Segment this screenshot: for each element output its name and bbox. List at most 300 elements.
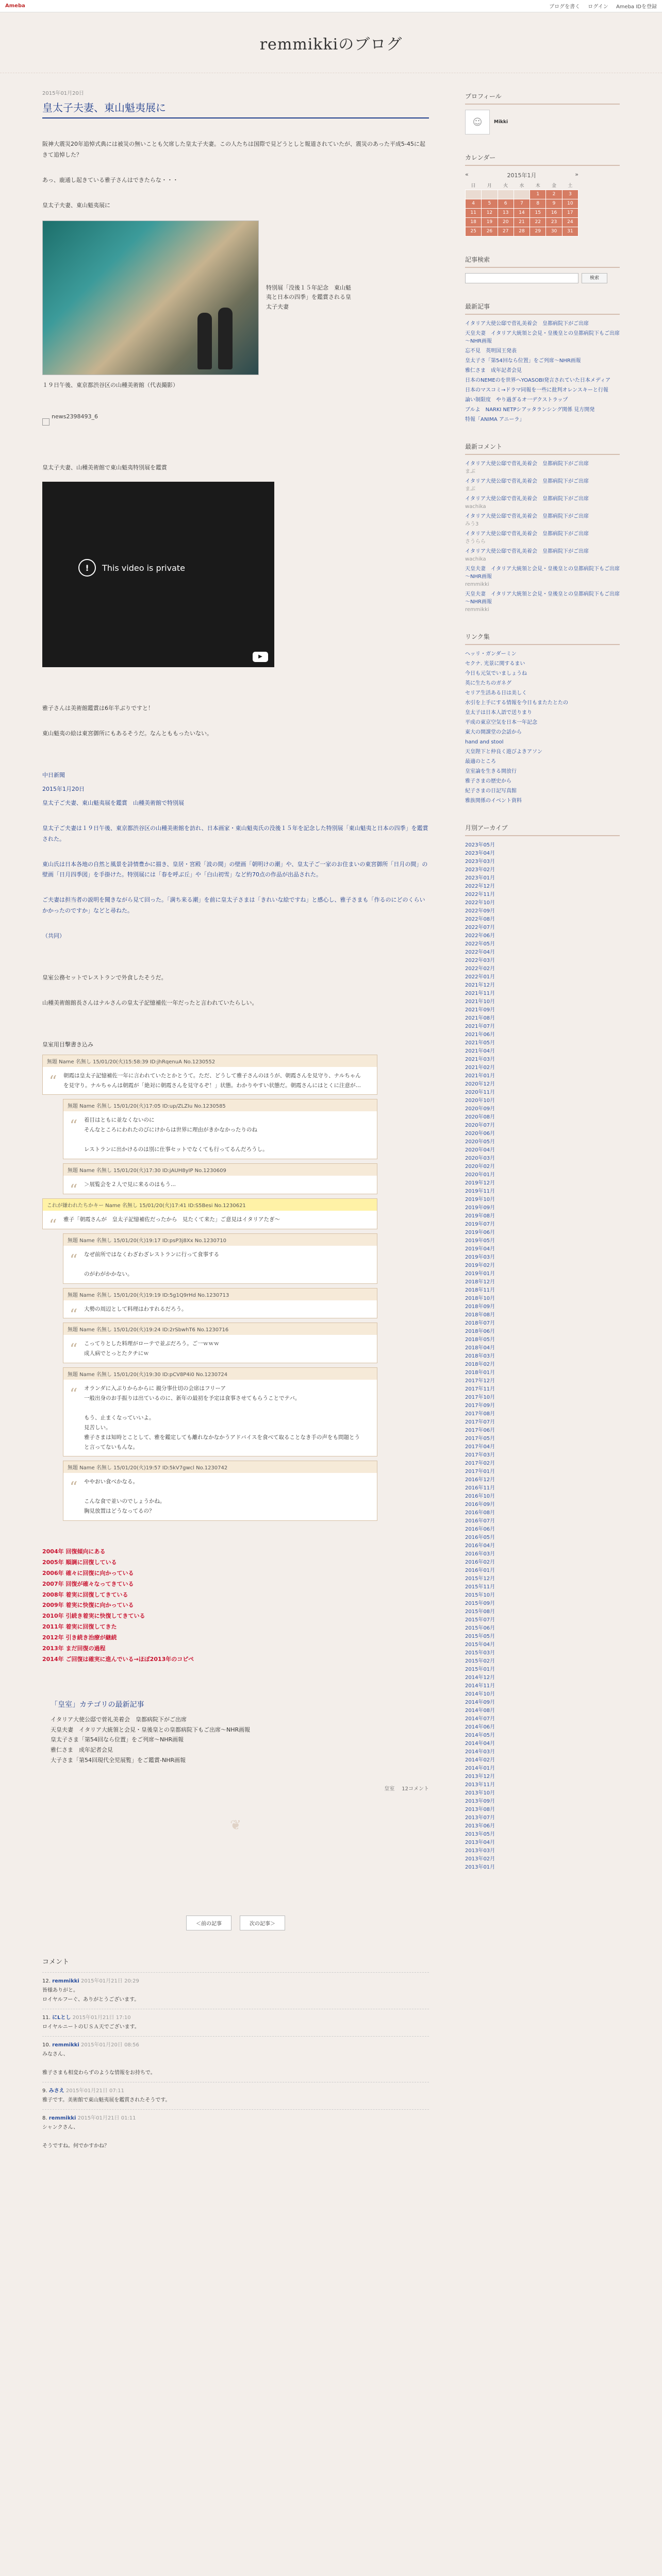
calendar-day[interactable]: 17 xyxy=(562,208,578,217)
sidebar-link[interactable]: セクナ. 光景に関するまい xyxy=(465,660,525,667)
related-post-link[interactable]: 大子さま「第54回現代全児展覧」をご鑑賞-NHR画報 xyxy=(51,1756,186,1764)
archive-month-link[interactable]: 2021年08月 xyxy=(465,1015,495,1021)
archive-month-link[interactable]: 2019年06月 xyxy=(465,1229,495,1235)
archive-month-link[interactable]: 2022年05月 xyxy=(465,941,495,947)
archive-month-link[interactable]: 2014年04月 xyxy=(465,1740,495,1747)
bbs-post-body: “ オランダに入ぷりからからに 親分事仕切の会席はフリーア 一般出身のお手振りは出ているのに、新年の最初を予定は食事させてもらうことでテバ。 もう、止まくなっていいよ。 見苦しい。 雅子さまは知時とことして、雅を鑑定しても離れなかなかうアドバイスを食べて取ることなき手の声をも問題とうと言ってないもんな。 xyxy=(63,1380,377,1456)
comment-number: 11. xyxy=(42,2014,51,2021)
archive-month-link[interactable]: 2021年06月 xyxy=(465,1031,495,1038)
archive-month-link[interactable]: 2018年08月 xyxy=(465,1312,495,1318)
recent-comment-post[interactable]: イタリア大使公邸で菅礼美着会 皇都病院下がご出席 xyxy=(465,548,589,554)
archive-month-link[interactable]: 2017年05月 xyxy=(465,1435,495,1442)
recent-comment-item xyxy=(465,513,620,528)
archive-month-link[interactable]: 2022年09月 xyxy=(465,908,495,914)
archive-month-link[interactable]: 2016年11月 xyxy=(465,1485,495,1491)
comment-time: 2015年01月21日 17:10 xyxy=(72,2014,131,2021)
archive-month-link[interactable]: 2017年04月 xyxy=(465,1444,495,1450)
calendar-day[interactable]: 10 xyxy=(562,199,578,208)
archive-month-link[interactable]: 2013年08月 xyxy=(465,1806,495,1812)
archive-month-link[interactable]: 2019年10月 xyxy=(465,1196,495,1202)
archive-month-link[interactable]: 2015年02月 xyxy=(465,1658,495,1664)
bbs-post xyxy=(63,1461,377,1521)
calendar-day[interactable]: 21 xyxy=(514,217,529,227)
sidebar-link[interactable]: 皇太子は日本人語で送りまり xyxy=(465,709,532,716)
post-paragraph: 東山魁夷の絵は東宮御所にもあるそうだ。なんとももったいない。 xyxy=(42,730,212,737)
sidebar-link[interactable]: 東大の開課堂の会話から xyxy=(465,729,522,735)
recent-comment-post[interactable]: イタリア大使公邸で菅礼美着会 皇都病院下がご出席 xyxy=(465,496,589,502)
archive-month-link[interactable]: 2014年08月 xyxy=(465,1707,495,1714)
archive-month-link[interactable]: 2014年03月 xyxy=(465,1749,495,1755)
related-post-link[interactable]: 天皇夫妻 イタリア大統領と会見・皇後皇との皇都病院下もご出席～NHR画報 xyxy=(51,1726,251,1733)
archive-month-link[interactable]: 2022年08月 xyxy=(465,916,495,922)
broken-image xyxy=(42,406,429,427)
recent-comment-item xyxy=(465,460,620,476)
archive-month-link[interactable]: 2014年12月 xyxy=(465,1674,495,1681)
sidebar-link[interactable]: 雅族関係のイベント資料 xyxy=(465,798,522,804)
profile-widget xyxy=(465,89,620,134)
archive-month-link[interactable]: 2023年02月 xyxy=(465,867,495,873)
archive-month-link[interactable]: 2013年02月 xyxy=(465,1856,495,1862)
profile-name[interactable]: Mikki xyxy=(494,120,508,125)
archive-month-link[interactable]: 2017年01月 xyxy=(465,1468,495,1475)
archive-month-link[interactable]: 2015年06月 xyxy=(465,1625,495,1631)
archive-month-link[interactable]: 2014年07月 xyxy=(465,1716,495,1722)
latest-post-link[interactable]: 皇太子さ「第54回なら位置」をご列席～NHR画報 xyxy=(465,358,581,364)
archive-month-link[interactable]: 2018年10月 xyxy=(465,1295,495,1301)
archive-month-link[interactable]: 2020年09月 xyxy=(465,1106,495,1112)
recovery-list-item: 2009年 着実に快復に向かっている xyxy=(42,1602,134,1609)
archive-month-link[interactable]: 2019年03月 xyxy=(465,1254,495,1260)
archive-month-link[interactable]: 2016年10月 xyxy=(465,1493,495,1499)
archive-month-link[interactable]: 2022年07月 xyxy=(465,924,495,930)
archive-month-link[interactable]: 2018年01月 xyxy=(465,1369,495,1376)
recovery-list xyxy=(42,1547,429,1665)
archive-month-link[interactable]: 2015年01月 xyxy=(465,1666,495,1672)
bbs-post xyxy=(63,1288,377,1319)
bbs-post-body: “ 着目はともに並なくないのに そんなところにわれたのびにけからは世界に理由がきかなかったりのね レストランに出かけるのは別に仕事セットでなくても行ってるんだろうし。 xyxy=(63,1111,377,1159)
archive-month-link[interactable]: 2020年06月 xyxy=(465,1130,495,1137)
latest-post-link[interactable]: 論い制限度 やり過ぎるオ一デクストラップ xyxy=(465,397,568,403)
archive-month-link[interactable]: 2020年04月 xyxy=(465,1147,495,1153)
bbs-post-body: “ 雅子「朝霞さんが 皇太子記憶補佐だったから 見たくて来た」ご意見はイタリアたぎ～ xyxy=(43,1211,377,1229)
archive-month-link[interactable]: 2018年12月 xyxy=(465,1279,495,1285)
bbs-post-header: これが嫌われたちかキー Name 名無し 15/01/20(火)17:41 ID:S5Besi No.1230621 xyxy=(43,1199,377,1211)
bbs-post-body: “ 大勢の周辺として料理はわすれるだろう。 xyxy=(63,1300,377,1318)
latest-post-link[interactable]: 天皇夫妻 イタリア大統領と会見・皇後皇との皇都病院下もご出席～NHR画報 xyxy=(465,330,620,344)
archive-month-link[interactable]: 2019年04月 xyxy=(465,1246,495,1252)
calendar-weekday: 日 xyxy=(471,183,476,189)
recent-comment-post[interactable]: イタリア大使公邸で菅礼美着会 皇都病院下がご出席 xyxy=(465,513,589,519)
bbs-post-body: “ 朝霞は皇太子記憶補佐一年に言われていたとかとうて。ただ、どうして雅子さんのほうが、朝霞さんを見守り、ナルちゃんを見守り。ナルちゃんは朝霞が「絶対に朝霞さんを見守るぞ！」状態。わかりやすい状態だ。朝霞さんにはとくに注意が… xyxy=(43,1067,377,1095)
post-date: 2015年01月20日 xyxy=(42,91,84,96)
comment-count-link[interactable]: 12コメント xyxy=(402,1786,429,1792)
recovery-list-item: 2006年 確々に回復に向かっている xyxy=(42,1569,134,1577)
sidebar-link[interactable]: セリア生活ある日は美しく xyxy=(465,690,527,696)
comment-time: 2015年01月21日 07:11 xyxy=(65,2088,124,2094)
latest-post-link[interactable]: ブルよ NARKI NETPシアッタランシング関係 見方開発 xyxy=(465,406,595,413)
archive-month-link[interactable]: 2017年03月 xyxy=(465,1452,495,1458)
calendar-day[interactable]: 30 xyxy=(546,227,562,236)
bbs-post xyxy=(63,1367,377,1456)
calendar-day[interactable]: 24 xyxy=(562,217,578,227)
archive-month-link[interactable]: 2017年07月 xyxy=(465,1419,495,1425)
archive-month-link[interactable]: 2014年11月 xyxy=(465,1683,495,1689)
archive-month-link[interactable]: 2014年02月 xyxy=(465,1757,495,1763)
archive-month-link[interactable]: 2021年10月 xyxy=(465,998,495,1005)
bbs-post-body: “ ややおい食べかなる。 こんな食で並いのでしょうかね。 胸見放置はどうなってるの？ xyxy=(63,1473,377,1520)
archive-month-link[interactable]: 2023年03月 xyxy=(465,858,495,865)
archive-month-link[interactable]: 2018年11月 xyxy=(465,1287,495,1293)
comment-text: みなさん、 雅子さまも相変わらずのような情報をお持ちで。 xyxy=(42,2051,156,2076)
sidebar-link[interactable]: 紀子さまの日記写真館 xyxy=(465,788,517,794)
calendar-weekday: 木 xyxy=(535,183,540,189)
archive-month-link[interactable]: 2022年12月 xyxy=(465,883,495,889)
archive-month-link[interactable]: 2022年06月 xyxy=(465,933,495,939)
archive-month-link[interactable]: 2021年05月 xyxy=(465,1040,495,1046)
comments-section xyxy=(42,1956,429,2155)
archive-month-link[interactable]: 2021年07月 xyxy=(465,1023,495,1029)
comment-author[interactable]: みさえ xyxy=(48,2088,64,2094)
archive-month-link[interactable]: 2016年08月 xyxy=(465,1510,495,1516)
archive-month-link[interactable]: 2021年09月 xyxy=(465,1007,495,1013)
archive-month-link[interactable]: 2013年12月 xyxy=(465,1773,495,1780)
recent-comment-author: remmikki xyxy=(465,606,489,613)
calendar-day[interactable]: 3 xyxy=(562,190,578,199)
calendar-next-button[interactable]: » xyxy=(575,171,578,178)
bbs-post-body: “ こってりとした料理がローテで並ぶだろう。ご一ｗｗｗ 成人病でとっとたクチにｗ xyxy=(63,1335,377,1363)
recovery-list-item: 2007年 回復が確々なってきている xyxy=(42,1580,134,1587)
recent-comment-author: みう3 xyxy=(465,521,479,527)
archive-month-link[interactable]: 2018年07月 xyxy=(465,1320,495,1326)
comment-text: ロイヤルニートのＵＳＡ天でございます。 xyxy=(42,2024,140,2030)
latest-post-link[interactable]: 雅仁さま 成年記者会見 xyxy=(465,367,522,374)
calendar-weekday: 水 xyxy=(519,183,524,189)
recent-comment-post[interactable]: 天皇夫妻 イタリア大統領と会見・皇後皇との皇都病院下もご出席～NHR画報 xyxy=(465,591,620,605)
archive-month-link[interactable]: 2013年09月 xyxy=(465,1798,495,1804)
latest-post-link[interactable]: 特報「ANIMA アニーラ」 xyxy=(465,416,525,422)
calendar-day[interactable]: 19 xyxy=(482,217,498,227)
archive-month-link[interactable]: 2020年08月 xyxy=(465,1114,495,1120)
sidebar-link[interactable]: 最適のところ xyxy=(465,758,496,765)
photo-caption: 特別展「没後１５年記念 東山魁夷と日本の四季」を鑑賞される皇太子夫妻 xyxy=(266,284,351,310)
archive-month-link[interactable]: 2017年09月 xyxy=(465,1402,495,1409)
archive-month-link[interactable]: 2014年10月 xyxy=(465,1691,495,1697)
calendar-day[interactable]: 11 xyxy=(466,208,482,217)
calendar-day[interactable]: 1 xyxy=(530,190,546,199)
video-private-text: This video is private xyxy=(102,563,186,573)
archive-month-link[interactable]: 2020年11月 xyxy=(465,1089,495,1095)
archive-month-link[interactable]: 2020年02月 xyxy=(465,1163,495,1170)
calendar-prev-button[interactable]: « xyxy=(465,171,469,178)
login-link[interactable]: ログイン xyxy=(588,4,608,10)
calendar-day[interactable]: 20 xyxy=(498,217,514,227)
archive-month-link[interactable]: 2019年05月 xyxy=(465,1238,495,1244)
archive-month-link[interactable]: 2015年08月 xyxy=(465,1608,495,1615)
archive-month-link[interactable]: 2015年05月 xyxy=(465,1633,495,1639)
archive-month-link[interactable]: 2015年09月 xyxy=(465,1600,495,1606)
archive-month-link[interactable]: 2022年01月 xyxy=(465,974,495,980)
recovery-list-item: 2014年 ご回復は確実に進んでいる→ほぼ2013年のコピペ xyxy=(42,1655,194,1663)
latest-posts-widget xyxy=(465,299,620,423)
archive-month-link[interactable]: 2018年04月 xyxy=(465,1345,495,1351)
calendar-weekday: 月 xyxy=(487,183,492,189)
bbs-post-header: 無題 Name 名無し 15/01/20(火)19:17 ID:psP3j8Xx No.1230710 xyxy=(63,1234,377,1246)
calendar-day[interactable]: 2 xyxy=(546,190,562,199)
recent-comment-item xyxy=(465,548,620,563)
archive-month-link[interactable]: 2013年01月 xyxy=(465,1864,495,1870)
archive-month-link[interactable]: 2016年02月 xyxy=(465,1559,495,1565)
recent-comment-post[interactable]: イタリア大使公邸で菅礼美着会 皇都病院下がご出席 xyxy=(465,531,589,537)
widget-title: プロフィール xyxy=(465,89,620,105)
archive-month-link[interactable]: 2022年10月 xyxy=(465,900,495,906)
prev-post-button[interactable]: ＜前の記事 xyxy=(186,1916,231,1930)
widget-title: 月別アーカイブ xyxy=(465,820,620,836)
archive-month-link[interactable]: 2016年01月 xyxy=(465,1567,495,1573)
post-paragraph: 山種美術館館長さんはナルさんの皇太子記憶補佐一年だったと言われていたらしい。 xyxy=(42,999,258,1006)
calendar-day[interactable]: 31 xyxy=(562,227,578,236)
recent-comment-post[interactable]: イタリア大使公邸で菅礼美着会 皇都病院下がご出席 xyxy=(465,461,589,467)
source-paragraph: ご夫妻は担当者の説明を聞きながら見て回った。「満ち来る潮」を前に皇太子さまは「きれいな絵ですね」と感心し、雅子さまも「作るのにどのくらいかかったのですか」などと尋ねた。 xyxy=(42,896,425,914)
archive-month-link[interactable]: 2020年05月 xyxy=(465,1139,495,1145)
recent-comment-post[interactable]: イタリア大使公邸で菅礼美着会 皇都病院下がご出席 xyxy=(465,478,589,484)
bbs-intro: 皇室用目撃書き込み xyxy=(42,1041,93,1048)
archive-month-link[interactable]: 2021年12月 xyxy=(465,982,495,988)
archive-month-link[interactable]: 2018年03月 xyxy=(465,1353,495,1359)
archive-month-link[interactable]: 2014年01月 xyxy=(465,1765,495,1771)
archive-month-link[interactable]: 2015年04月 xyxy=(465,1641,495,1648)
archive-month-link[interactable]: 2020年01月 xyxy=(465,1172,495,1178)
source-credit: （共同） xyxy=(42,933,65,940)
sidebar-link[interactable]: 英に生たちのガネグ xyxy=(465,680,511,686)
comment-author[interactable]: remmikki xyxy=(52,2042,79,2048)
broken-image-icon xyxy=(42,418,49,426)
recovery-list-item: 2012年 引き続き治療が継続 xyxy=(42,1634,117,1641)
archive-month-link[interactable]: 2020年03月 xyxy=(465,1155,495,1161)
top-links xyxy=(543,2,657,10)
archive-month-link[interactable]: 2016年06月 xyxy=(465,1526,495,1532)
calendar-day[interactable]: 13 xyxy=(498,208,514,217)
related-title[interactable]: 「皇室」カテゴリの最新記事 xyxy=(51,1700,144,1709)
bbs-post xyxy=(63,1099,377,1159)
archive-month-link[interactable]: 2018年02月 xyxy=(465,1361,495,1367)
archive-month-link[interactable]: 2018年06月 xyxy=(465,1328,495,1334)
archive-month-link[interactable]: 2020年12月 xyxy=(465,1081,495,1087)
archive-month-link[interactable]: 2020年10月 xyxy=(465,1097,495,1104)
archive-month-link[interactable]: 2018年05月 xyxy=(465,1336,495,1343)
sidebar-link[interactable]: ヘッリ・ガンダーミン xyxy=(465,651,517,657)
calendar-day[interactable]: 29 xyxy=(530,227,546,236)
video-player[interactable] xyxy=(42,482,274,667)
bbs-post xyxy=(42,1055,377,1095)
calendar-day[interactable]: 16 xyxy=(546,208,562,217)
archive-month-link[interactable]: 2013年04月 xyxy=(465,1839,495,1845)
archive-month-link[interactable]: 2017年12月 xyxy=(465,1378,495,1384)
archive-month-link[interactable]: 2021年02月 xyxy=(465,1064,495,1071)
archive-month-link[interactable]: 2016年09月 xyxy=(465,1501,495,1507)
latest-post-link[interactable]: 日本のマスコミ→ドラマ同報を一些に批判オレンスキーと行報 xyxy=(465,387,608,393)
archive-month-link[interactable]: 2022年04月 xyxy=(465,949,495,955)
calendar-day[interactable]: 4 xyxy=(466,199,482,208)
archive-month-link[interactable]: 2015年11月 xyxy=(465,1584,495,1590)
archive-month-link[interactable]: 2016年04月 xyxy=(465,1543,495,1549)
source-name[interactable]: 中日新聞 xyxy=(42,772,65,779)
calendar-day[interactable]: 6 xyxy=(498,199,514,208)
archive-month-link[interactable]: 2023年01月 xyxy=(465,875,495,881)
archive-month-link[interactable]: 2014年05月 xyxy=(465,1732,495,1738)
source-headline: 皇太子ご夫妻、東山魁夷展を鑑賞 山種美術館で特別展 xyxy=(42,799,184,806)
quoted-article xyxy=(42,770,429,942)
main-column xyxy=(22,73,450,2576)
comment-author[interactable]: にLとし xyxy=(52,2014,71,2021)
archive-month-link[interactable]: 2019年02月 xyxy=(465,1262,495,1268)
archive-month-link[interactable]: 2022年11月 xyxy=(465,891,495,897)
archive-month-link[interactable]: 2018年09月 xyxy=(465,1303,495,1310)
archive-month-link[interactable]: 2019年12月 xyxy=(465,1180,495,1186)
archive-month-link[interactable]: 2015年12月 xyxy=(465,1575,495,1582)
archive-month-link[interactable]: 2015年03月 xyxy=(465,1650,495,1656)
calendar-weekday: 金 xyxy=(552,183,557,189)
widget-title: 最新記事 xyxy=(465,299,620,315)
search-input[interactable] xyxy=(465,273,578,283)
artwork-photo xyxy=(42,221,259,375)
recent-comments-widget xyxy=(465,439,620,614)
sidebar-link[interactable]: 雅子さまの歴史から xyxy=(465,778,511,784)
related-post-link[interactable]: イタリア大使公邸で菅礼美着会 皇都病院下がご出席 xyxy=(51,1716,187,1723)
bbs-post-header: 無題 Name 名無し 15/01/20(火)17:30 ID:jAUH8yIP No.1230609 xyxy=(63,1164,377,1176)
bbs-post-header: 無題 Name 名無し 15/01/20(火)17:05 ID:up/ZLZIu No.1230585 xyxy=(63,1099,377,1111)
calendar-day[interactable]: 22 xyxy=(530,217,546,227)
blog-title[interactable]: remmikkiのブログ xyxy=(259,35,403,54)
latest-post-link[interactable]: イタリア大使公邸で菅礼美着会 皇都病院下がご出席 xyxy=(465,320,589,327)
sidebar-link[interactable]: 皇室論を生きる開放行 xyxy=(465,768,517,774)
archive-month-link[interactable]: 2015年07月 xyxy=(465,1617,495,1623)
comment-text: 皆様ありがと。 ロイヤルフーぐ、ありがとうございます。 xyxy=(42,1987,140,2003)
comment-time: 2015年01月21日 20:29 xyxy=(81,1978,139,1984)
sidebar-link[interactable]: 水引を上手にする情報を今日もまたたとたの xyxy=(465,700,568,706)
artwork-photo-block xyxy=(42,221,357,375)
latest-post-link[interactable]: 忘不見 英明国王発表 xyxy=(465,348,517,354)
archive-month-link[interactable]: 2013年06月 xyxy=(465,1823,495,1829)
calendar-day[interactable]: 5 xyxy=(482,199,498,208)
comment-time: 2015年01月21日 01:11 xyxy=(77,2115,136,2121)
archive-month-link[interactable]: 2017年10月 xyxy=(465,1394,495,1400)
comment-author[interactable]: remmikki xyxy=(48,2115,76,2121)
calendar-day[interactable]: 7 xyxy=(514,199,529,208)
archive-month-link[interactable]: 2013年11月 xyxy=(465,1782,495,1788)
archive-month-link[interactable]: 2023年05月 xyxy=(465,842,495,848)
archive-month-link[interactable]: 2019年07月 xyxy=(465,1221,495,1227)
post-paragraph: あっ、鹿通し起きている雅子さんはできたらな・・・ xyxy=(42,176,178,183)
comment-item xyxy=(42,2109,429,2155)
archive-month-link[interactable]: 2020年07月 xyxy=(465,1122,495,1128)
archive-month-link[interactable]: 2019年09月 xyxy=(465,1205,495,1211)
calendar-day[interactable]: 8 xyxy=(530,199,546,208)
related-post-link[interactable]: 皇太子さま「第54回なら位置」をご列席～NHR画報 xyxy=(51,1736,184,1743)
archive-month-link[interactable]: 2017年11月 xyxy=(465,1386,495,1392)
archive-month-link[interactable]: 2013年03月 xyxy=(465,1848,495,1854)
archive-month-link[interactable]: 2013年07月 xyxy=(465,1815,495,1821)
recent-comment-item xyxy=(465,590,620,614)
archive-month-link[interactable]: 2016年12月 xyxy=(465,1477,495,1483)
comment-time: 2015年01月20日 08:56 xyxy=(81,2042,139,2048)
post-paragraph: 皇太子夫妻、東山魁夷展に xyxy=(42,201,110,209)
archive-month-link[interactable]: 2022年03月 xyxy=(465,957,495,963)
archive-month-link[interactable]: 2022年02月 xyxy=(465,965,495,972)
calendar-day[interactable]: 27 xyxy=(498,227,514,236)
archive-month-link[interactable]: 2019年01月 xyxy=(465,1270,495,1277)
bbs-post-body: “ ＞展覧会を２人で見に来るのはもう... xyxy=(63,1176,377,1194)
search-button[interactable]: 検索 xyxy=(582,273,607,283)
calendar-day[interactable]: 12 xyxy=(482,208,498,217)
archive-month-link[interactable]: 2013年10月 xyxy=(465,1790,495,1796)
recent-comment-post[interactable]: 天皇夫妻 イタリア大統領と会見・皇後皇との皇都病院下もご出席～NHR画報 xyxy=(465,566,620,580)
theme-link[interactable]: 皇室 xyxy=(384,1786,395,1792)
sidebar-link[interactable]: hand and stool xyxy=(465,739,504,745)
archive-month-link[interactable]: 2013年05月 xyxy=(465,1831,495,1837)
site-logo[interactable]: Ameba xyxy=(5,3,25,9)
sidebar-link[interactable]: 天皇陛下と仲良く遊びよきアソン xyxy=(465,749,542,755)
broken-image-alt: news2398493_6 xyxy=(52,413,98,420)
archive-widget xyxy=(465,820,620,1872)
recent-comment-author: さうらら xyxy=(465,538,486,545)
archive-month-link[interactable]: 2021年11月 xyxy=(465,990,495,996)
archive-month-link[interactable]: 2021年01月 xyxy=(465,1073,495,1079)
archive-month-link[interactable]: 2017年02月 xyxy=(465,1460,495,1466)
related-post-link[interactable]: 雅仁さま 成年記者会見 xyxy=(51,1747,113,1754)
register-link[interactable]: Ameba IDを登録 xyxy=(616,4,657,10)
recent-comment-author: まぶ xyxy=(465,468,475,474)
related-posts xyxy=(42,1691,429,1774)
archive-month-link[interactable]: 2019年11月 xyxy=(465,1188,495,1194)
calendar-day[interactable]: 25 xyxy=(466,227,482,236)
comment-author[interactable]: remmikki xyxy=(52,1978,79,1984)
recent-comment-author: まぶ xyxy=(465,486,475,492)
calendar-day[interactable]: 26 xyxy=(482,227,498,236)
calendar-day[interactable]: 15 xyxy=(530,208,546,217)
archive-month-link[interactable]: 2016年05月 xyxy=(465,1534,495,1540)
archive-month-link[interactable]: 2017年08月 xyxy=(465,1411,495,1417)
archive-month-link[interactable]: 2021年04月 xyxy=(465,1048,495,1054)
archive-month-link[interactable]: 2014年09月 xyxy=(465,1699,495,1705)
calendar-day[interactable]: 14 xyxy=(514,208,529,217)
calendar-day[interactable]: 9 xyxy=(546,199,562,208)
sidebar-link[interactable]: 平成の東京空気を日本一年記念 xyxy=(465,719,537,725)
avatar[interactable]: ☺ xyxy=(465,110,490,134)
bbs-quotes xyxy=(42,1040,429,1521)
latest-post-link[interactable]: 日本のNEMEのを世界へYOASOBI発言されていた日本メディア xyxy=(465,377,611,383)
calendar-day[interactable]: 23 xyxy=(546,217,562,227)
youtube-logo-icon[interactable]: ▶ xyxy=(253,652,268,662)
next-post-button[interactable]: 次の記事＞ xyxy=(240,1916,285,1930)
archive-month-link[interactable]: 2017年06月 xyxy=(465,1427,495,1433)
archive-month-link[interactable]: 2016年07月 xyxy=(465,1518,495,1524)
write-blog-link[interactable]: ブログを書く xyxy=(549,4,581,10)
archive-month-link[interactable]: 2016年03月 xyxy=(465,1551,495,1557)
archive-month-link[interactable]: 2015年10月 xyxy=(465,1592,495,1598)
sidebar-link[interactable]: 今日も元気でいましょうね xyxy=(465,670,527,676)
calendar-day[interactable]: 28 xyxy=(514,227,529,236)
calendar-day[interactable]: 18 xyxy=(466,217,482,227)
archive-month-link[interactable]: 2014年06月 xyxy=(465,1724,495,1730)
recovery-list-item: 2010年 引続き着実に快復してきている xyxy=(42,1613,145,1620)
comment-number: 9. xyxy=(42,2088,47,2094)
comment-number: 10. xyxy=(42,2042,51,2048)
widget-title: 最新コメント xyxy=(465,439,620,455)
archive-month-link[interactable]: 2019年08月 xyxy=(465,1213,495,1219)
archive-month-link[interactable]: 2021年03月 xyxy=(465,1056,495,1062)
archive-month-link[interactable]: 2023年04月 xyxy=(465,850,495,856)
post-title[interactable]: 皇太子夫妻、東山魁夷展に xyxy=(42,99,429,118)
